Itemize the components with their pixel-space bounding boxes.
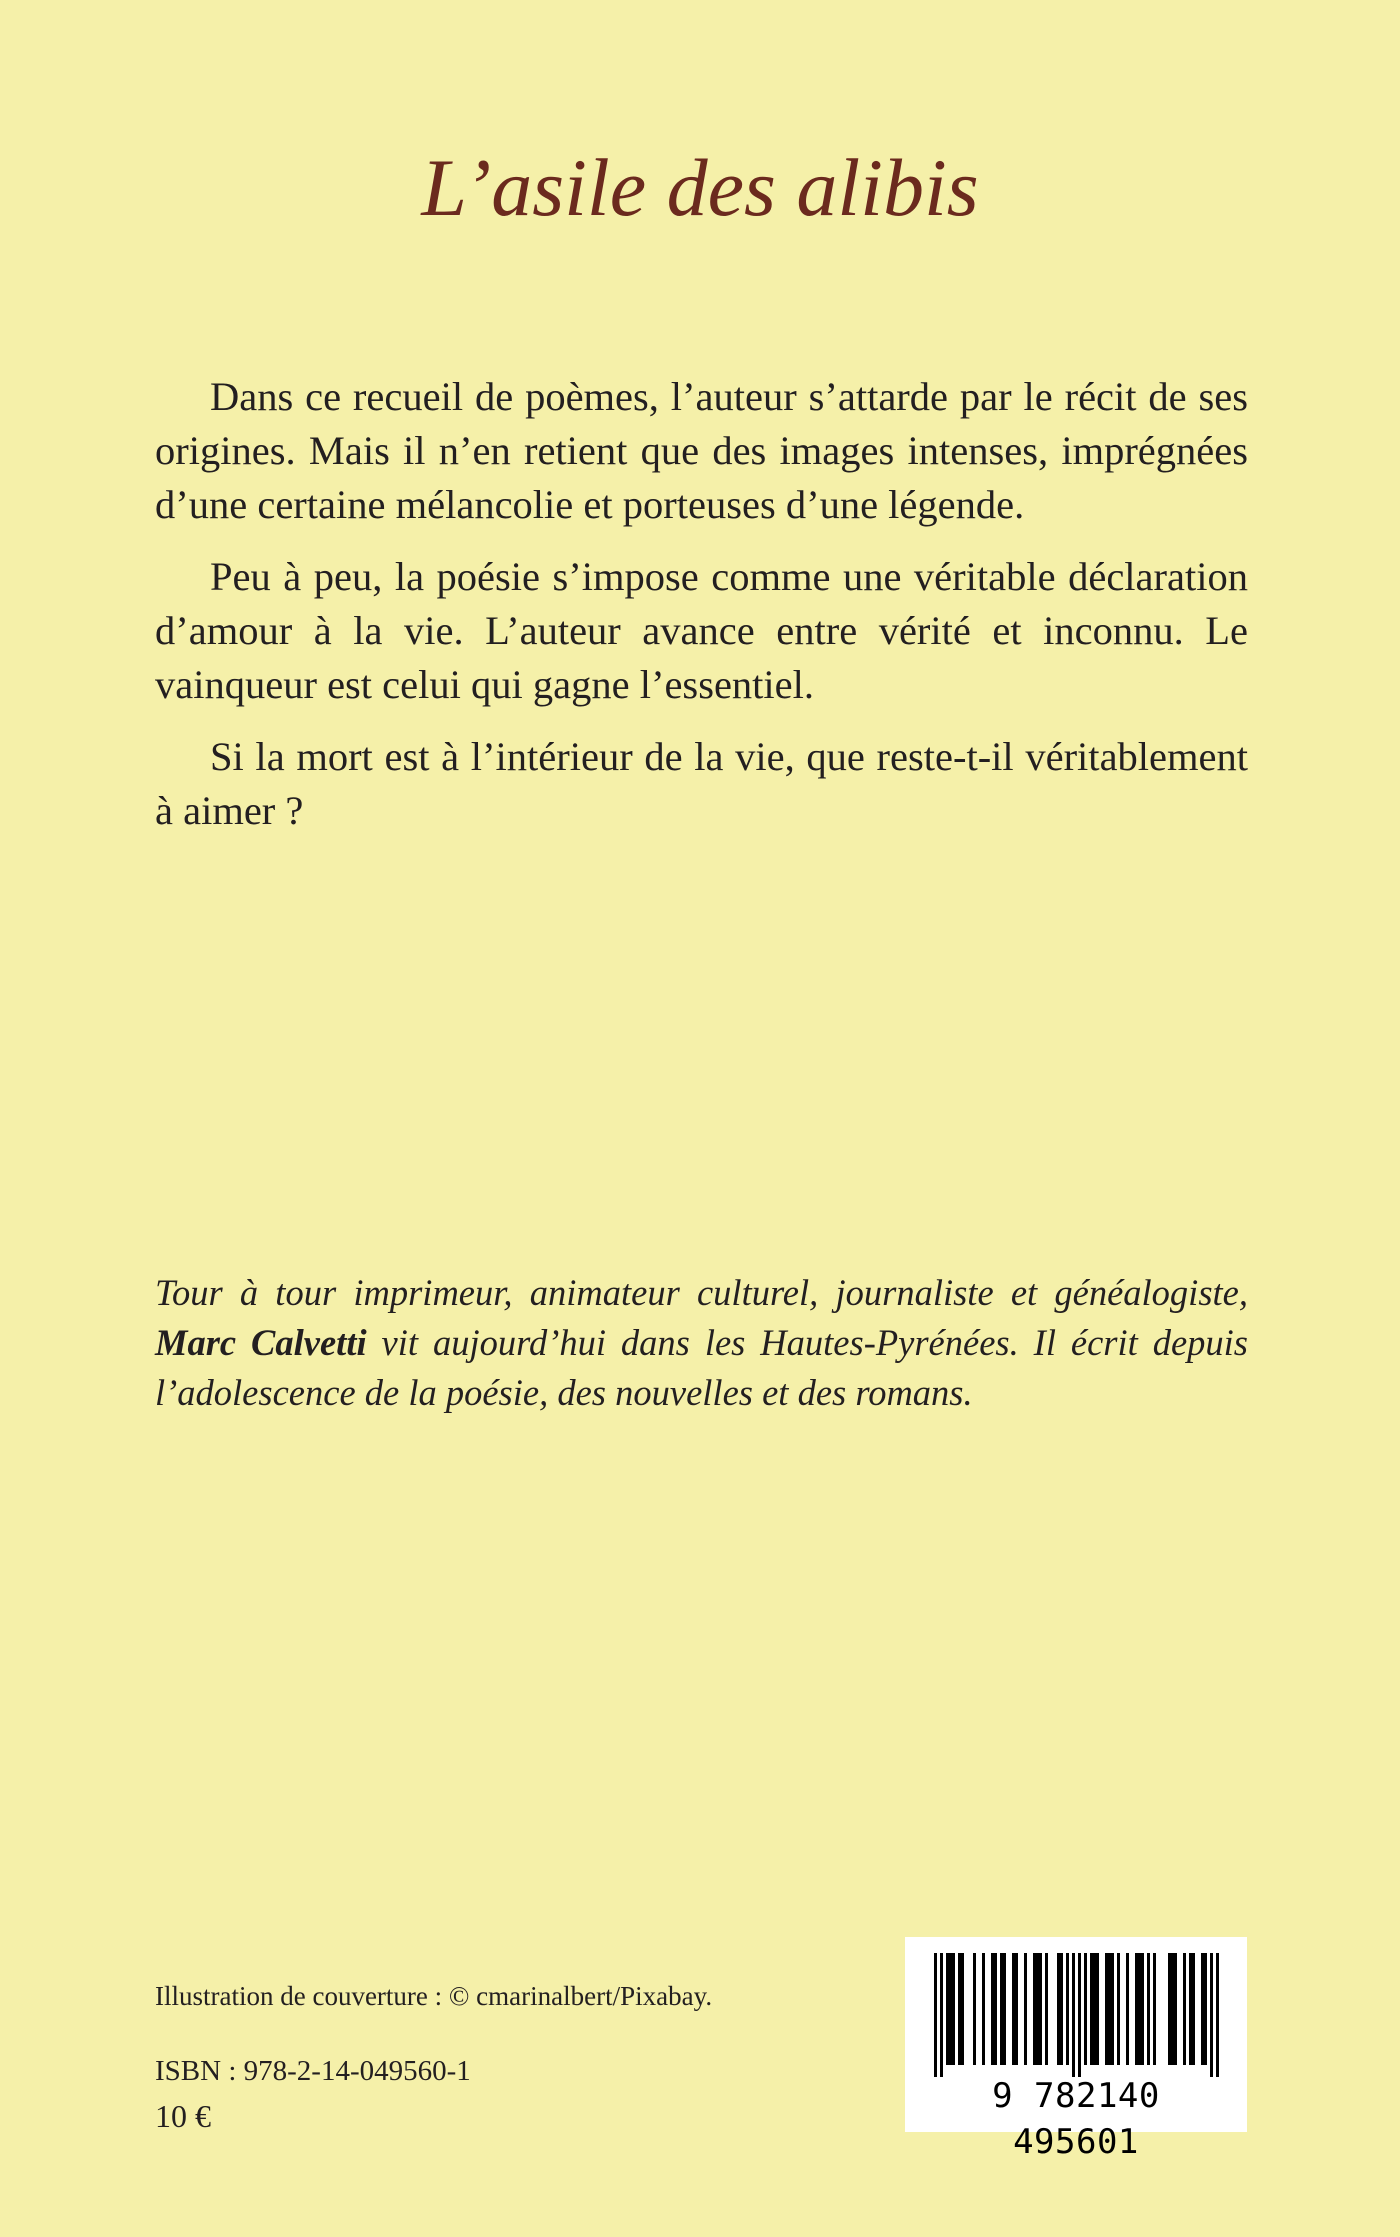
barcode-bar	[1093, 1953, 1096, 2065]
barcode-bar	[1141, 1953, 1144, 2065]
barcode-bar	[1078, 1953, 1081, 2077]
barcode-bar	[1153, 1953, 1156, 2065]
barcode-bar	[991, 1953, 994, 2065]
barcode-bar	[1039, 1953, 1042, 2065]
barcode-bar	[1216, 1953, 1219, 2077]
barcode-bar	[1174, 1953, 1177, 2065]
barcode-digits: 9 782140 495601	[992, 2076, 1160, 2162]
barcode-bar	[1090, 1953, 1093, 2065]
barcode-bar	[1045, 1953, 1048, 2065]
barcode-bar	[994, 1953, 997, 2065]
barcode	[905, 1937, 1247, 2162]
back-cover-blurb	[155, 370, 1248, 856]
barcode-bar	[1138, 1953, 1141, 2065]
blurb-paragraph: Dans ce recueil de poèmes, l’auteur s’attarde par le récit de ses origines. Mais il n’en retient que des images intenses, imprégnées d’une certaine mélancolie et porteuses d’une légende.	[155, 374, 1248, 527]
author-bio-rest: vit aujourd’hui dans les Hautes-Pyrénées. Il écrit depuis l’adolescence de la poésie, des nouvelles et des romans.	[155, 1322, 1249, 1413]
barcode-bar	[1210, 1953, 1213, 2077]
barcode-bar	[1057, 1953, 1060, 2065]
barcode-bar	[952, 1953, 955, 2065]
barcode-bar	[1000, 1953, 1003, 2065]
barcode-bar	[1111, 1953, 1114, 2065]
barcode-bar	[1183, 1953, 1186, 2065]
book-title: L’asile des alibis	[421, 142, 979, 233]
isbn: ISBN : 978-2-14-049560-1	[155, 2055, 471, 2087]
barcode-bar	[1204, 1953, 1207, 2065]
blurb-paragraph: Si la mort est à l’intérieur de la vie, que reste-t-il véritablement à aimer ?	[155, 734, 1248, 833]
barcode-bar	[1117, 1953, 1120, 2065]
barcode-bar	[1036, 1953, 1039, 2065]
barcode-bar	[1135, 1953, 1138, 2065]
author-bio-intro: Tour à tour imprimeur, animateur culturel, journaliste et généalogiste,	[155, 1272, 1248, 1313]
blurb-paragraph: Peu à peu, la poésie s’impose comme une véritable déclaration d’amour à la vie. L’auteur avance entre vérité et inconnu. Le vainqueur est celui qui gagne l’essentiel.	[155, 554, 1248, 707]
barcode-bar	[1066, 1953, 1069, 2065]
barcode-bar	[1192, 1953, 1195, 2065]
barcode-bar	[946, 1953, 949, 2065]
barcode-bar	[1201, 1953, 1204, 2065]
barcode-bar	[1033, 1953, 1036, 2065]
barcode-bar	[1060, 1953, 1063, 2065]
barcode-bar	[961, 1953, 964, 2065]
barcode-bar	[934, 1953, 937, 2077]
barcode-bar	[973, 1953, 976, 2065]
price: 10 €	[155, 2098, 211, 2134]
barcode-bar	[1147, 1953, 1150, 2065]
barcode-bar	[1096, 1953, 1099, 2065]
barcode-bar	[1012, 1953, 1015, 2065]
barcode-bar	[1072, 1953, 1075, 2077]
barcode-bars	[919, 1953, 1233, 2077]
barcode-bar	[1024, 1953, 1027, 2065]
author-name: Marc Calvetti	[155, 1322, 367, 1363]
barcode-bar	[1189, 1953, 1192, 2065]
barcode-bar	[1168, 1953, 1171, 2065]
barcode-bar	[1084, 1953, 1087, 2065]
barcode-bar	[1108, 1953, 1111, 2065]
cover-illustration-credit: Illustration de couverture : © cmarinalbert/Pixabay.	[155, 1981, 713, 2011]
barcode-bar	[949, 1953, 952, 2065]
author-bio	[155, 1268, 1248, 1418]
barcode-bar	[982, 1953, 985, 2065]
barcode-bar	[940, 1953, 943, 2077]
barcode-bar	[1126, 1953, 1129, 2065]
barcode-bar	[958, 1953, 961, 2065]
barcode-bar	[1171, 1953, 1174, 2065]
barcode-bar	[1003, 1953, 1006, 2065]
barcode-bar	[1015, 1953, 1018, 2065]
barcode-bar	[1105, 1953, 1108, 2065]
